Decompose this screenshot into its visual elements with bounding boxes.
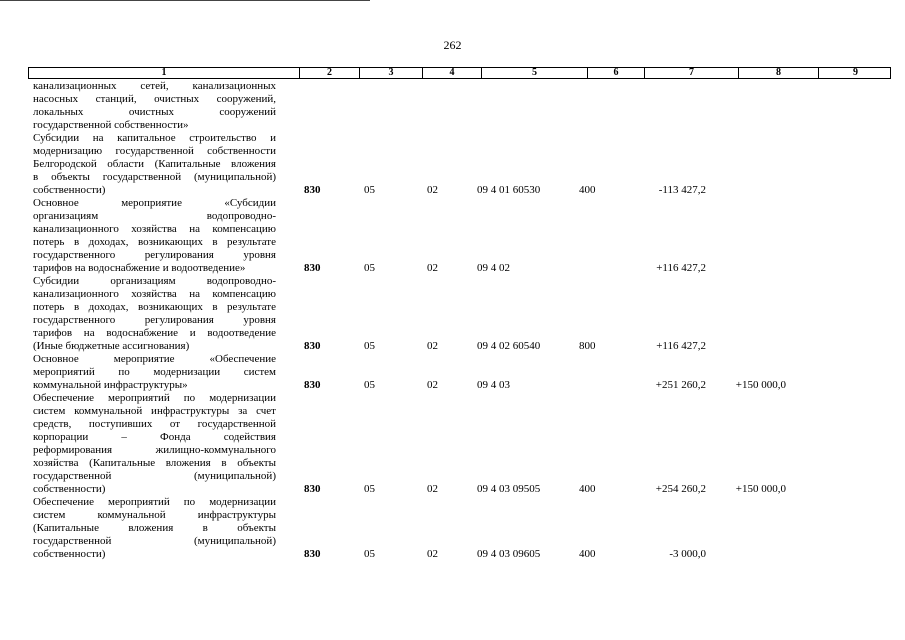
code-target-article: 09 4 02 xyxy=(477,262,510,274)
description-line: в объекты государственной (муниципальной) xyxy=(33,171,276,183)
code-target-article: 09 4 03 xyxy=(477,379,510,391)
code-department: 830 xyxy=(304,483,321,495)
description-line: государственной (муниципальной) xyxy=(33,470,276,482)
row-description xyxy=(33,275,276,353)
page-number: 262 xyxy=(443,38,462,52)
code-subsection: 02 xyxy=(427,184,438,196)
table-row xyxy=(0,392,905,496)
column-header: 8 xyxy=(739,68,819,78)
code-department: 830 xyxy=(304,262,321,274)
description-line: мероприятий по модернизации систем xyxy=(33,366,276,378)
amount-change-1: +254 260,2 xyxy=(655,483,706,495)
table-row xyxy=(0,197,905,275)
row-description xyxy=(33,132,276,197)
code-target-article: 09 4 03 09605 xyxy=(477,548,541,560)
code-subsection: 02 xyxy=(427,548,438,560)
description-line: потерь в доходах, возникающих в результате xyxy=(33,236,276,248)
amount-change-1: +251 260,2 xyxy=(655,379,706,391)
column-header: 6 xyxy=(588,68,645,78)
code-subsection: 02 xyxy=(427,379,438,391)
amount-change-1: +116 427,2 xyxy=(656,262,706,274)
description-line: государственной собственности» xyxy=(33,119,189,131)
row-description xyxy=(33,392,276,496)
description-line: Белгородской области (Капитальные вложения xyxy=(33,158,276,170)
code-target-article: 09 4 01 60530 xyxy=(477,184,541,196)
amount-change-2: +150 000,0 xyxy=(735,379,786,391)
row-description xyxy=(33,496,276,561)
code-expense-type: 800 xyxy=(579,340,596,352)
column-header: 9 xyxy=(853,67,858,78)
code-target-article: 09 4 02 60540 xyxy=(477,340,541,352)
code-target-article: 09 4 03 09505 xyxy=(477,483,541,495)
table-row xyxy=(0,496,905,561)
description-line: хозяйства (Капитальные вложения в объекты xyxy=(33,457,276,469)
amount-change-1: -3 000,0 xyxy=(669,548,706,560)
code-subsection: 02 xyxy=(427,262,438,274)
code-section: 05 xyxy=(364,379,375,391)
column-header: 7 xyxy=(645,68,739,78)
code-subsection: 02 xyxy=(427,483,438,495)
description-line: Основное мероприятие «Субсидии xyxy=(33,197,276,209)
description-line: государственной (муниципальной) xyxy=(33,535,276,547)
code-section: 05 xyxy=(364,340,375,352)
description-line: Субсидии на капитальное строительство и xyxy=(33,132,276,144)
row-description xyxy=(33,353,276,392)
description-line: Субсидии организациям водопроводно- xyxy=(33,275,276,287)
description-line: коммунальной инфраструктуры» xyxy=(33,379,188,391)
description-line: собственности) xyxy=(33,548,106,560)
amount-change-2: +150 000,0 xyxy=(735,483,786,495)
description-line: тарифов на водоснабжение и водоотведение xyxy=(33,327,276,339)
row-description xyxy=(33,80,276,132)
description-line: канализационного хозяйства на компенсацию xyxy=(33,288,276,300)
table-row xyxy=(0,132,905,197)
code-expense-type: 400 xyxy=(579,548,596,560)
description-line: организациям водопроводно- xyxy=(33,210,276,222)
code-department: 830 xyxy=(304,340,321,352)
description-line: Основное мероприятие «Обеспечение xyxy=(33,353,276,365)
description-line: собственности) xyxy=(33,184,106,196)
description-line: реформирования жилищно-коммунального xyxy=(33,444,276,456)
code-expense-type: 400 xyxy=(579,483,596,495)
row-description xyxy=(33,197,276,275)
table-row xyxy=(0,80,905,132)
description-line: систем коммунальной инфраструктуры xyxy=(33,509,276,521)
description-line: канализационных сетей, канализационных xyxy=(33,80,276,92)
code-section: 05 xyxy=(364,548,375,560)
code-department: 830 xyxy=(304,379,321,391)
amount-change-1: -113 427,2 xyxy=(658,184,706,196)
description-line: Обеспечение мероприятий по модернизации xyxy=(33,496,276,508)
description-line: насосных станций, очистных сооружений, xyxy=(33,93,276,105)
description-line: (Капитальные вложения в объекты xyxy=(33,522,276,534)
description-line: (Иные бюджетные ассигнования) xyxy=(33,340,190,352)
code-section: 05 xyxy=(364,184,375,196)
column-header: 3 xyxy=(360,68,423,78)
code-section: 05 xyxy=(364,483,375,495)
column-header: 5 xyxy=(482,68,588,78)
code-section: 05 xyxy=(364,262,375,274)
table-header xyxy=(28,67,891,79)
description-line: потерь в доходах, возникающих в результате xyxy=(33,301,276,313)
code-department: 830 xyxy=(304,548,321,560)
description-line: канализационного хозяйства на компенсацию xyxy=(33,223,276,235)
description-line: средств, поступивших от государственной xyxy=(33,418,276,430)
description-line: государственного регулирования уровня xyxy=(33,249,276,261)
top-rule xyxy=(0,0,370,1)
description-line: корпорации – Фонда содействия xyxy=(33,431,276,443)
table-row xyxy=(0,275,905,353)
code-subsection: 02 xyxy=(427,340,438,352)
column-header: 4 xyxy=(423,68,482,78)
description-line: государственного регулирования уровня xyxy=(33,314,276,326)
code-department: 830 xyxy=(304,184,321,196)
description-line: тарифов на водоснабжение и водоотведение» xyxy=(33,262,246,274)
description-line: систем коммунальной инфраструктуры за счет xyxy=(33,405,276,417)
description-line: модернизацию государственной собственности xyxy=(33,145,276,157)
column-header: 2 xyxy=(300,68,360,78)
description-line: локальных очистных сооружений xyxy=(33,106,276,118)
description-line: собственности) xyxy=(33,483,106,495)
code-expense-type: 400 xyxy=(579,184,596,196)
amount-change-1: +116 427,2 xyxy=(656,340,706,352)
description-line: Обеспечение мероприятий по модернизации xyxy=(33,392,276,404)
column-header: 1 xyxy=(29,68,300,78)
table-row xyxy=(0,353,905,392)
